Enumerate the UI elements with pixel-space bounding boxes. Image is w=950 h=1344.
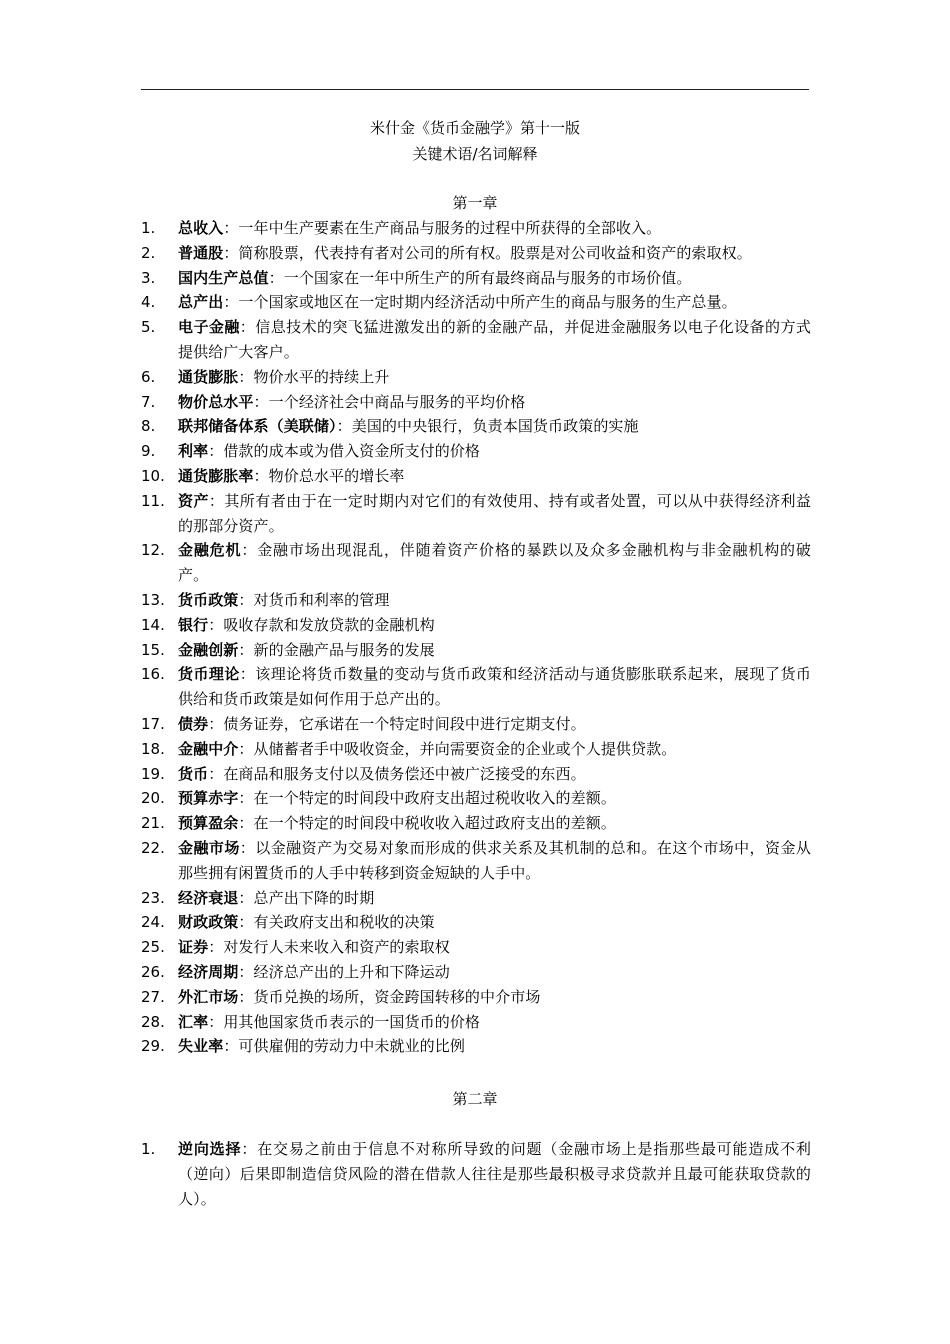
term-definition: 从储蓄者手中吸收资金，并向需要资金的企业或个人提供贷款。 [253,739,677,758]
term-definition: 对货币和利率的管理 [253,590,390,609]
term-name: 联邦储备体系（美联储） [178,417,337,436]
list-item [141,216,811,241]
item-number: 6. [141,367,156,386]
term-definition: 一个经济社会中商品与服务的平均价格 [268,392,526,411]
term-name: 金融创新 [178,640,239,659]
item-body [178,935,811,960]
list-item [141,241,811,266]
list-item [141,365,811,390]
term-name: 总收入 [178,219,224,237]
header-rule [141,89,809,90]
term-name: 预算赤字 [178,789,239,808]
term-separator: ： [241,541,258,560]
term-name: 物价总水平 [178,392,254,411]
term-name: 经济衰退 [178,888,239,907]
term-name: 货币 [178,764,209,783]
item-number: 27. [141,987,165,1006]
item-body [178,489,811,539]
term-definition: 该理论将货币数量的变动与货币政策和经济活动与通货膨胀联系起来，展现了货币供给和货币政策是如何作用于总产出的。 [178,665,811,709]
item-number: 4. [141,293,156,312]
term-separator: ： [238,640,254,659]
term-definition: 债务证券，它承诺在一个特定时间段中进行定期支付。 [223,714,586,733]
list-item [141,662,811,712]
item-number: 25. [141,938,165,957]
term-separator: ： [241,1140,258,1158]
item-number: 16. [141,665,165,684]
term-definition: 简称股票，代表持有者对公司的所有权。股票是对公司收益和资产的索取权。 [238,243,752,262]
item-body [178,266,811,291]
item-body [178,588,811,613]
term-separator: ： [238,987,254,1006]
term-separator: ： [223,293,239,312]
item-body [178,315,811,365]
item-body [178,390,811,415]
list-item [141,985,811,1010]
term-separator: ： [223,243,239,262]
term-separator: ： [239,665,256,684]
item-number: 9. [141,442,156,461]
item-number: 26. [141,962,165,981]
term-separator: ： [208,764,224,783]
term-definition: 一个国家或地区在一定时期内经济活动中所产生的商品与服务的生产总量。 [238,293,737,312]
term-separator: ： [208,442,224,461]
term-separator: ： [238,962,254,981]
item-body [178,737,811,762]
term-name: 货币政策 [178,590,239,609]
item-number: 28. [141,1012,165,1031]
term-name: 通货膨胀 [178,367,239,386]
term-name: 逆向选择 [178,1140,242,1158]
term-separator: ： [238,789,254,808]
list-item [141,315,811,365]
item-body [178,886,811,911]
item-number: 5. [141,318,156,337]
term-separator: ： [238,590,254,609]
item-number: 23. [141,888,165,907]
list-item [141,588,811,613]
term-name: 普通股 [178,243,224,262]
list-item [141,390,811,415]
term-name: 金融危机 [178,541,242,560]
item-body [178,439,811,464]
term-separator: ： [208,1012,224,1031]
list-item [141,910,811,935]
term-definition: 货币兑换的场所，资金跨国转移的中介市场 [253,987,541,1006]
term-definition: 吸收存款和发放贷款的金融机构 [223,615,435,634]
term-name: 财政政策 [178,913,239,932]
item-number: 15. [141,640,165,659]
item-body [178,1034,811,1059]
term-definition: 经济总产出的上升和下降运动 [253,962,450,981]
list-item [141,489,811,539]
list-item [141,613,811,638]
term-definition: 在商品和服务支付以及债务偿还中被广泛接受的东西。 [223,764,586,783]
term-separator: ： [238,888,254,907]
term-definition: 物价总水平的增长率 [268,466,405,485]
list-item [141,638,811,663]
item-number: 1. [141,219,156,237]
item-body [178,216,811,241]
term-definition: 用其他国家货币表示的一国货币的价格 [223,1012,481,1031]
term-separator: ： [238,739,254,758]
term-definition: 物价水平的持续上升 [253,367,390,386]
item-number: 1. [141,1140,156,1158]
term-separator: ： [253,466,269,485]
list-item [141,762,811,787]
term-separator: ： [239,318,256,337]
term-name: 国内生产总值 [178,268,269,287]
term-name: 金融中介 [178,739,239,758]
item-body [178,836,811,886]
term-separator: ： [223,219,239,237]
item-number: 24. [141,913,165,932]
term-separator: ： [253,392,269,411]
document-title: 米什金《货币金融学》第十一版 [369,119,580,137]
item-number: 2. [141,243,156,262]
list-item [141,960,811,985]
term-name: 货币理论 [178,665,240,684]
item-number: 7. [141,392,156,411]
list-item [141,538,811,588]
term-name: 失业率 [178,1037,224,1056]
item-number: 12. [141,541,165,560]
chapter-heading: 第一章 [452,194,498,212]
term-separator: ： [238,367,254,386]
term-name: 通货膨胀率 [178,466,254,485]
term-name: 经济周期 [178,962,239,981]
term-separator: ： [238,913,254,932]
item-number: 14. [141,615,165,634]
item-body [178,662,811,712]
item-number: 17. [141,714,165,733]
term-definition: 在一个特定的时间段中税收收入超过政府支出的差额。 [253,814,616,833]
term-separator: ： [208,714,224,733]
term-definition: 对发行人未来收入和资产的索取权 [223,938,450,957]
item-body [178,414,811,439]
item-number: 10. [141,466,165,485]
item-number: 20. [141,789,165,808]
term-separator: ： [268,268,284,287]
term-definition: 以金融资产为交易对象而形成的供求关系及其机制的总和。在这个市场中，资金从那些拥有闲置货币的人手中转移到资金短缺的人手中。 [178,838,811,882]
term-separator: ： [223,1037,239,1056]
term-separator: ： [208,615,224,634]
term-definition: 新的金融产品与服务的发展 [253,640,435,659]
term-definition: 借款的成本或为借入资金所支付的价格 [223,442,481,461]
term-name: 资产 [178,491,209,510]
item-body [178,290,811,315]
term-separator: ： [239,838,256,857]
chapter-heading: 第二章 [452,1090,498,1108]
item-body [178,786,811,811]
term-definition: 一年中生产要素在生产商品与服务的过程中所获得的全部收入。 [238,219,662,237]
term-separator: ： [208,938,224,957]
list-item [141,414,811,439]
list-item [141,836,811,886]
item-number: 13. [141,590,165,609]
term-separator: ： [336,417,352,436]
document-subtitle: 关键术语/名词解释 [412,145,538,163]
list-item [141,712,811,737]
item-body [178,241,811,266]
item-body [178,464,811,489]
item-body [178,1010,811,1035]
term-definition: 在交易之前由于信息不对称所导致的问题（金融市场上是指那些最可能造成不利（逆向）后果即制造信贷风险的潜在借款人往往是那些最积极寻求贷款并且最可能获取贷款的人）。 [178,1140,811,1208]
term-definition: 一个国家在一年中所生产的所有最终商品与服务的市场价值。 [283,268,692,287]
term-name: 利率 [178,442,209,461]
term-definition: 金融市场出现混乱，伴随着资产价格的暴跌以及众多金融机构与非金融机构的破产。 [178,541,811,585]
term-definition: 总产出下降的时期 [253,888,375,907]
item-number: 3. [141,268,156,287]
term-name: 总产出 [178,293,224,312]
list-item [141,290,811,315]
item-number: 18. [141,739,165,758]
term-definition: 有关政府支出和税收的决策 [253,913,435,932]
list-item [141,786,811,811]
item-number: 19. [141,764,165,783]
item-body [178,985,811,1010]
term-definition: 其所有者由于在一定时期内对它们的有效使用、持有或者处置，可以从中获得经济利益的那部分资产。 [178,491,811,535]
list-item [141,737,811,762]
term-name: 金融市场 [178,838,240,857]
term-name: 证券 [178,938,209,957]
term-name: 银行 [178,615,209,634]
item-number: 11. [141,491,165,510]
item-body [178,538,811,588]
list-item [141,1137,811,1211]
list-item [141,1010,811,1035]
term-name: 汇率 [178,1012,209,1031]
item-number: 22. [141,838,165,857]
item-body [178,638,811,663]
list-item [141,266,811,291]
list-item [141,464,811,489]
term-separator: ： [208,491,225,510]
term-definition: 信息技术的突飞猛进激发出的新的金融产品，并促进金融服务以电子化设备的方式提供给广大客户。 [178,318,811,361]
list-item [141,811,811,836]
term-definition: 在一个特定的时间段中政府支出超过税收收入的差额。 [253,789,616,808]
item-body [178,960,811,985]
term-name: 外汇市场 [178,987,239,1006]
term-name: 电子金融 [178,318,240,337]
item-body [178,1137,811,1211]
item-number: 29. [141,1037,165,1056]
item-number: 21. [141,814,165,833]
item-body [178,811,811,836]
term-name: 预算盈余 [178,814,239,833]
item-body [178,762,811,787]
list-item [141,886,811,911]
item-number: 8. [141,417,156,436]
item-body [178,712,811,737]
term-name: 债券 [178,714,209,733]
item-body [178,910,811,935]
item-body [178,365,811,390]
term-definition: 可供雇佣的劳动力中未就业的比例 [238,1037,465,1056]
list-item [141,935,811,960]
term-list [141,1137,811,1211]
term-definition: 美国的中央银行，负责本国货币政策的实施 [351,417,639,436]
list-item [141,1034,811,1059]
term-list [141,216,811,1059]
list-item [141,439,811,464]
term-separator: ： [238,814,254,833]
item-body [178,613,811,638]
